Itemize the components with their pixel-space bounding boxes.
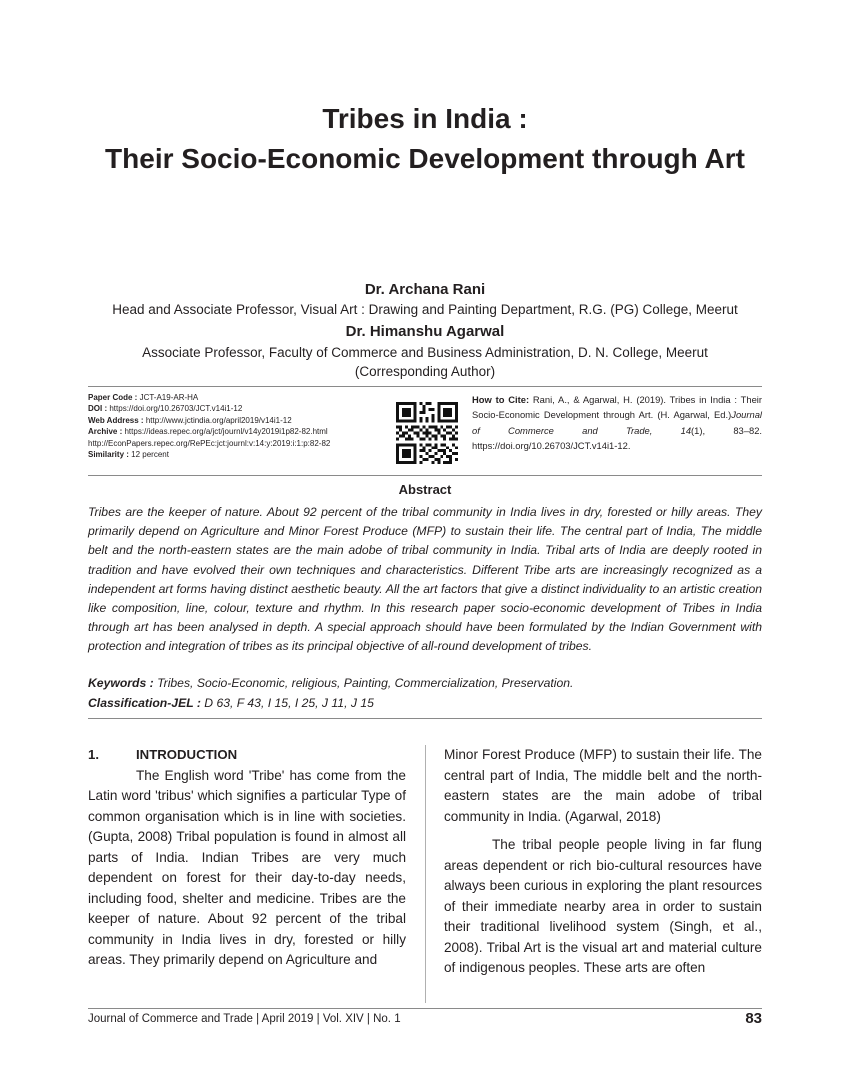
abstract-body: Tribes are the keeper of nature. About 92 percent of the tribal community in India lives in dry, forested or hilly areas. They primarily depend on Agriculture and Minor Forest Produce (MFP) to sustain their life. The central part of India, The middle belt and the north-eastern states are the main adobe of tribal community in India. Tribal arts of India are deeply rooted in tradition and have evolved their own techniques and characteristics. Different Tribe arts are increasingly recognized as a independent art forms having distinct aesthetic beauty. All the art factors that give a distinct individuality to an artistic creation like composition, line, colour, texture and rhythm. In this research paper socio-economic development of Tribes in India through art has been analysed in depth. A special approach should have been formulated by the Indian Government with protection and integration of tribes as its principal objective of all-round development of tribes. [88,505,762,654]
section-number: 1. [88,747,99,762]
column-divider [425,745,426,1003]
paper-meta [88,392,388,460]
similarity-label: Similarity : [88,450,129,460]
intro-paragraph-2: The tribal people people living in far flung areas dependent or rich bio-cultural resources have always been curious in exploring the plant resources of their immediate nearby area in order to sustain their traditional livelihood system (Singh, et al., 2008). Tribal Art is the visual art and material culture of indigenous peoples. These arts are often [444,837,762,975]
title-line-2: Their Socio-Economic Development through Art [105,143,745,174]
keywords-value: Tribes, Socio-Economic, religious, Painting, Commercialization, Preservation. [157,676,574,690]
doi-link[interactable]: https://doi.org/10.26703/JCT.v14i1-12 [109,404,243,414]
corresponding-author-note: (Corresponding Author) [354,364,496,379]
left-column [88,745,406,971]
paper-code-label: Paper Code : [88,393,138,402]
page-number: 83 [745,1010,762,1027]
cite-label: How to Cite: [472,394,530,405]
jel-value: D 63, F 43, I 15, I 25, J 11, J 15 [204,696,374,710]
cite-text-2: (1), 83–82. https://doi.org/10.26703/JCT.v14i1-12. [472,424,763,452]
web-address-link[interactable]: http://www.jctindia.org/april2019/v14i1-12 [145,415,292,425]
section-title: INTRODUCTION [136,747,238,762]
footer-journal-info: Journal of Commerce and Trade | April 2019 | Vol. XIV | No. 1 [88,1013,401,1025]
author-2-name: Dr. Himanshu Agarwal [345,323,505,340]
meta-top-rule [88,386,762,387]
abstract-top-rule [88,475,762,476]
archive-link-1[interactable]: https://ideas.repec.org/a/jct/journl/v14y2019i1p82-82.html [124,427,328,437]
jel-label: Classification-JEL : [88,696,201,710]
title-line-1: Tribes in India : [322,103,528,134]
jel-classification [88,694,762,713]
how-to-cite [472,392,762,454]
cite-text-1: Rani, A., & Agarwal, H. (2019). Tribes in India : Their Socio-Economic Development through Art. (H. Agarwal, Ed.) [472,394,762,421]
section-heading [88,745,406,766]
doi-label: DOI : [88,404,108,414]
author-1-name: Dr. Archana Rani [364,281,486,298]
archive-label: Archive : [88,427,123,437]
intro-paragraph-continued: Minor Forest Produce (MFP) to sustain their life. The central part of India, The middle belt and the north-eastern states are the main adobe of tribal community in India. (Agarwal, 2018) [444,747,762,824]
archive-link-2[interactable]: http://EconPapers.repec.org/RePEc:jct:journl:v:14:y:2019:i:1:p:82-82 [88,438,331,448]
paper-code: JCT-A19-AR-HA [139,393,199,402]
web-address-label: Web Address : [88,415,144,425]
right-column [444,745,762,979]
keywords-label: Keywords : [88,676,154,690]
author-2-affiliation: Associate Professor, Faculty of Commerce and Business Administration, D. N. College, Meerut [142,345,708,360]
keywords [88,674,762,693]
author-1-affiliation: Head and Associate Professor, Visual Art : Drawing and Painting Department, R.G. (PG) College, Meerut [112,302,738,317]
abstract-bottom-rule [88,718,762,719]
qr-code-icon [396,402,458,464]
footer-rule [88,1008,762,1009]
abstract-heading: Abstract [398,482,452,497]
cite-journal: Journal of Commerce and Trade, 14 [472,409,762,436]
similarity-value: 12 percent [131,450,169,460]
intro-paragraph-1: The English word 'Tribe' has come from the Latin word 'tribus' which signifies a particular Type of common organisation which is in line with societies. (Gupta, 2008) Tribal population is found in almost all parts of India. Indian Tribes are very much dependent on forest for their day-to-day needs, including food, shelter and medicine. Tribes are the keeper of nature. About 92 percent of the tribal community in India lives in dry, forested or hilly areas. They primarily depend on Agriculture and [88,767,406,967]
paper-title [0,99,850,179]
